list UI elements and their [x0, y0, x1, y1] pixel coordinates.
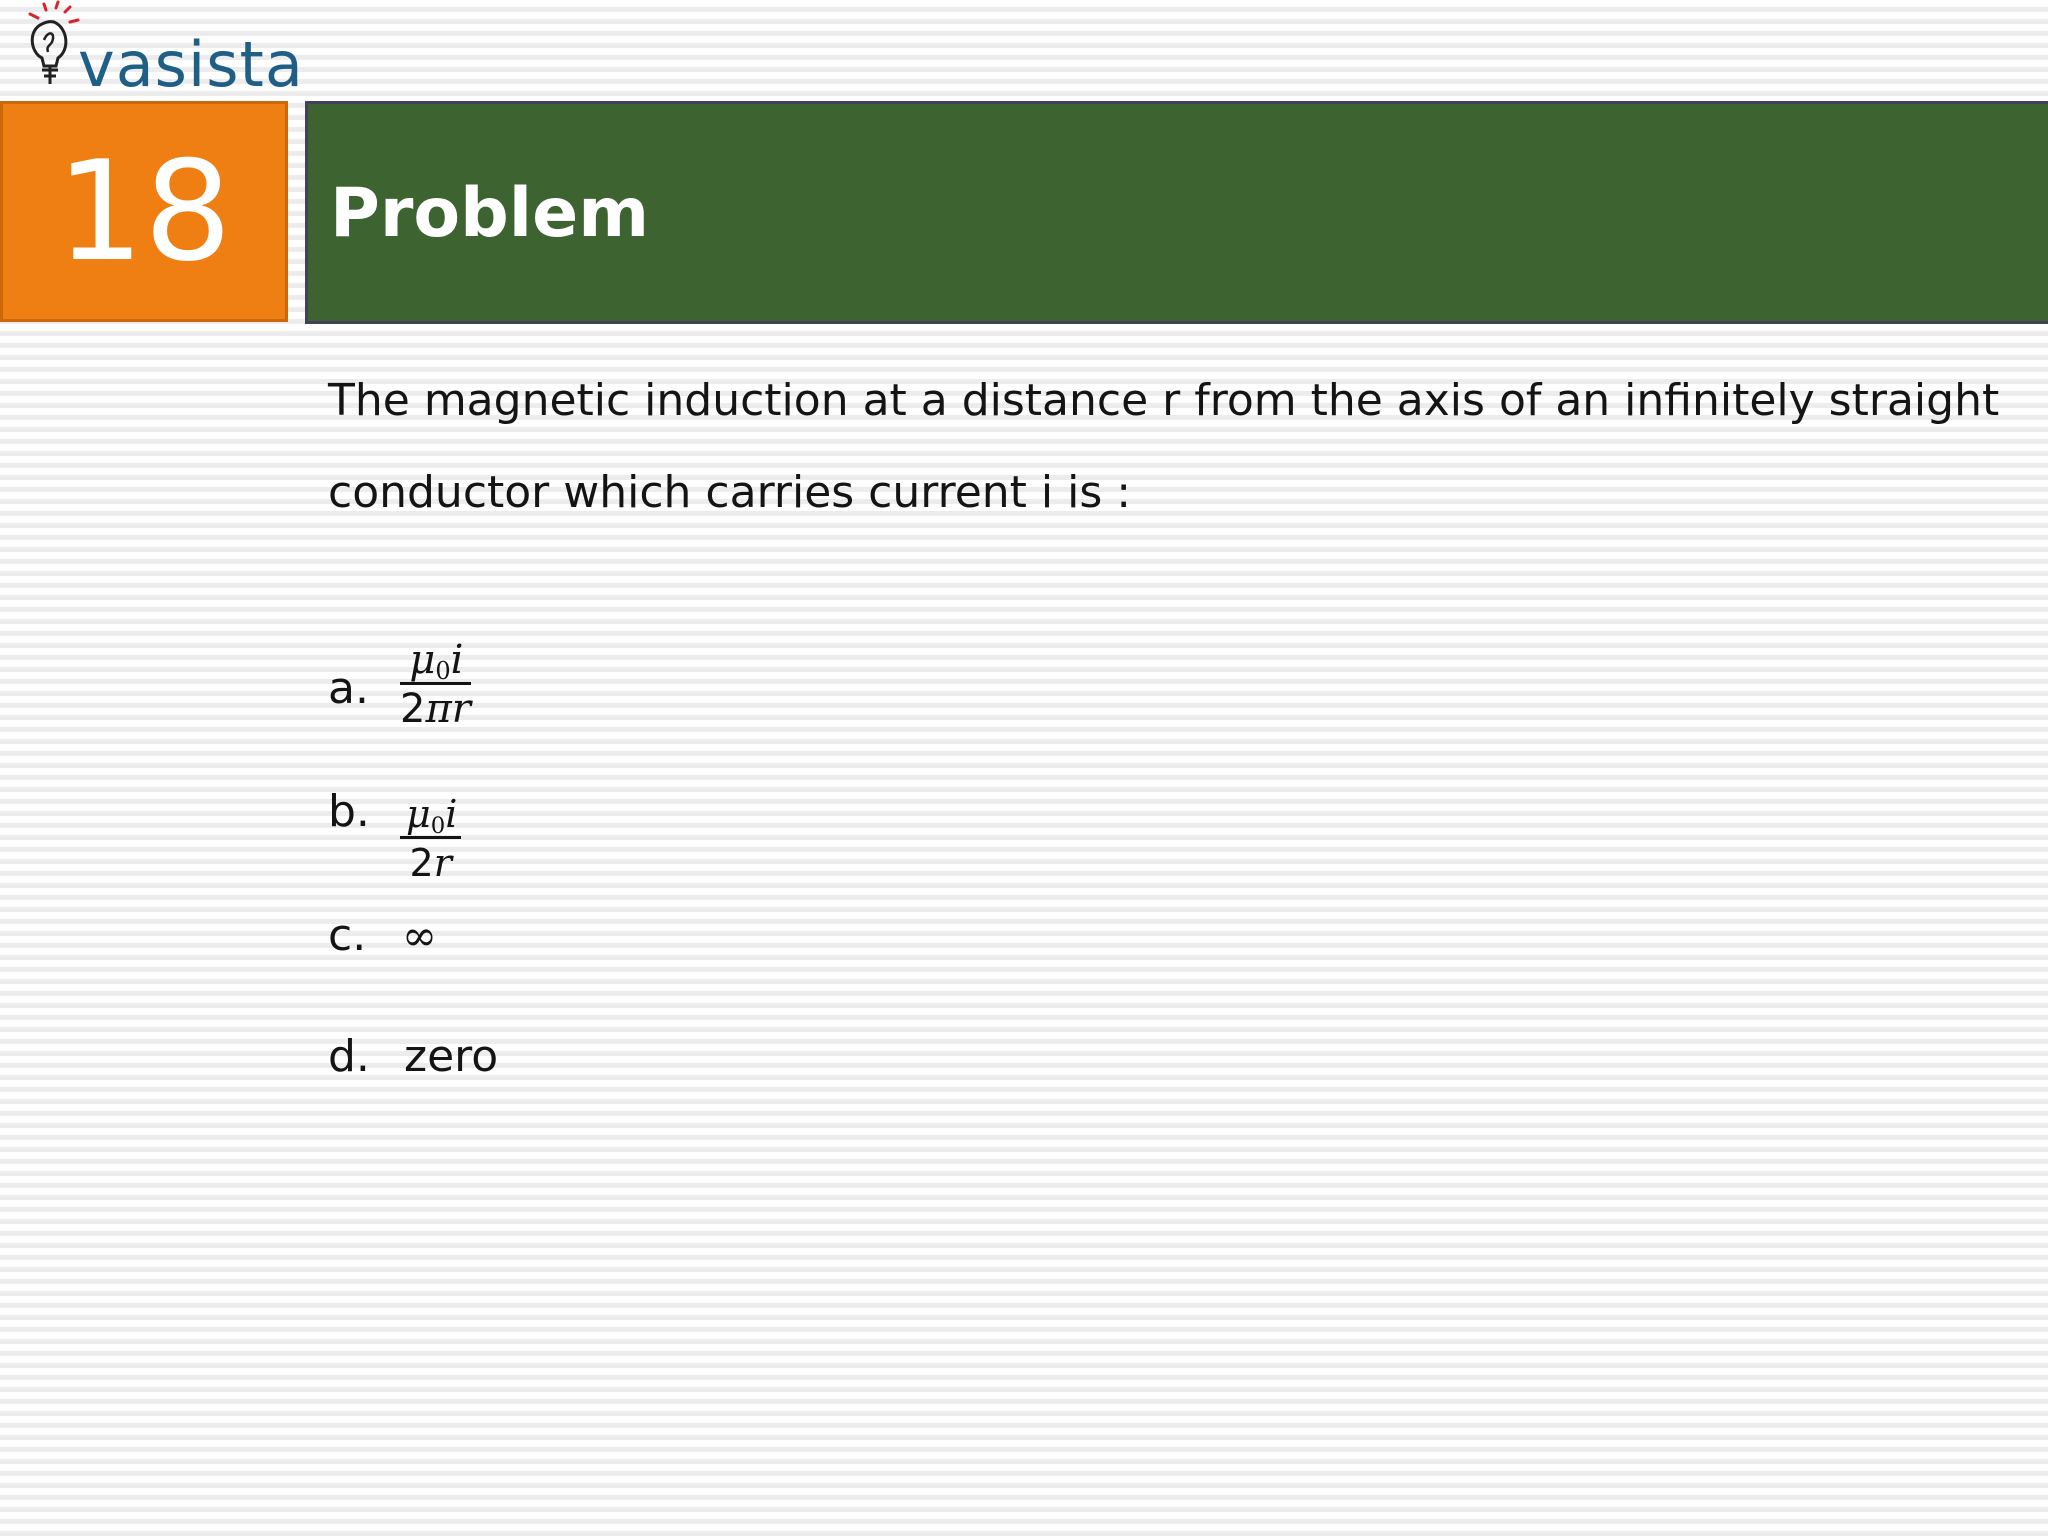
vasista-logo — [20, 0, 304, 101]
denominator-variables: r — [433, 841, 452, 885]
option-b-numerator — [400, 792, 461, 839]
mu-symbol: μ — [409, 637, 436, 683]
option-b-letter: b. — [328, 786, 370, 837]
option-a-numerator — [400, 638, 471, 685]
option-a-denominator — [400, 685, 471, 731]
subscript-zero: 0 — [430, 813, 446, 839]
option-a-fraction — [400, 638, 471, 731]
question-line-1: The magnetic induction at a distance r from the axis of an infinitely straight — [328, 375, 2000, 426]
mu-symbol: μ — [406, 792, 431, 836]
slide-title: Problem — [330, 174, 650, 253]
denominator-variables: πr — [425, 686, 471, 732]
slide-number: 18 — [56, 131, 232, 292]
current-variable: i — [450, 637, 464, 683]
option-d-letter: d. — [328, 1031, 370, 1082]
option-d-text: zero — [404, 1031, 499, 1082]
denominator-constant: 2 — [409, 841, 434, 885]
subscript-zero: 0 — [435, 657, 451, 685]
slide-number-box — [0, 101, 288, 322]
option-c-letter: c. — [328, 910, 367, 961]
question-text — [328, 355, 2018, 539]
option-c-infinity: ∞ — [402, 911, 437, 960]
option-b-denominator — [400, 839, 461, 885]
logo-wordmark: vasista — [78, 28, 304, 101]
lightbulb-icon — [20, 0, 80, 95]
option-b-fraction — [400, 792, 461, 885]
current-variable: i — [445, 792, 458, 836]
question-line-2: conductor which carries current i is : — [328, 467, 1132, 518]
denominator-constant: 2 — [400, 686, 426, 732]
option-a-letter: a. — [328, 663, 369, 714]
title-bar — [305, 101, 2048, 324]
